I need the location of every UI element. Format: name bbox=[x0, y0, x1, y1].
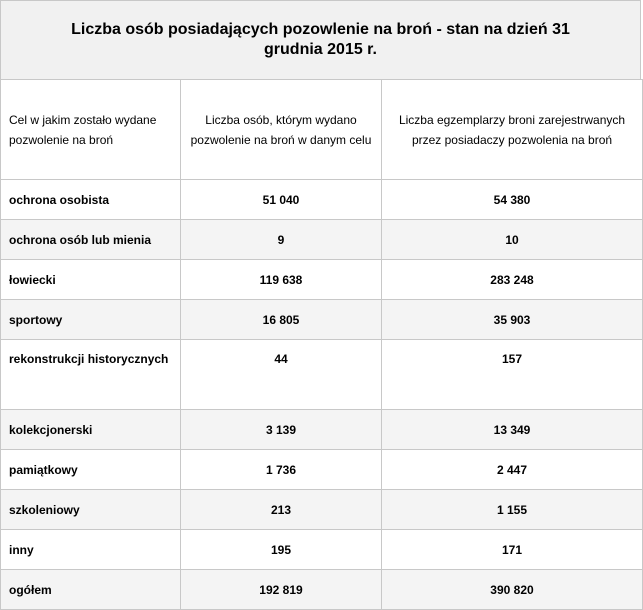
purpose-cell: szkoleniowy bbox=[1, 490, 181, 530]
purpose-cell: ochrona osób lub mienia bbox=[1, 220, 181, 260]
table-row bbox=[1, 410, 643, 450]
persons-cell: 51 040 bbox=[181, 180, 382, 220]
table-row bbox=[1, 220, 643, 260]
table-row bbox=[1, 340, 643, 410]
persons-cell: 213 bbox=[181, 490, 382, 530]
table-row bbox=[1, 300, 643, 340]
persons-cell: 9 bbox=[181, 220, 382, 260]
purpose-cell: ochrona osobista bbox=[1, 180, 181, 220]
weapons-cell: 390 820 bbox=[382, 570, 643, 610]
weapons-cell: 13 349 bbox=[382, 410, 643, 450]
persons-cell: 192 819 bbox=[181, 570, 382, 610]
persons-cell: 195 bbox=[181, 530, 382, 570]
weapons-cell: 35 903 bbox=[382, 300, 643, 340]
persons-cell: 16 805 bbox=[181, 300, 382, 340]
header-row bbox=[1, 80, 643, 180]
weapons-cell: 54 380 bbox=[382, 180, 643, 220]
purpose-cell: pamiątkowy bbox=[1, 450, 181, 490]
table-title: Liczba osób posiadających pozowlenie na broń - stan na dzień 31 grudnia 2015 r. bbox=[0, 0, 641, 79]
weapons-cell: 10 bbox=[382, 220, 643, 260]
table-row bbox=[1, 260, 643, 300]
weapons-cell: 283 248 bbox=[382, 260, 643, 300]
weapons-cell: 1 155 bbox=[382, 490, 643, 530]
table-row bbox=[1, 530, 643, 570]
weapons-cell: 2 447 bbox=[382, 450, 643, 490]
purpose-cell: łowiecki bbox=[1, 260, 181, 300]
persons-cell: 3 139 bbox=[181, 410, 382, 450]
table-row bbox=[1, 180, 643, 220]
persons-cell: 1 736 bbox=[181, 450, 382, 490]
header-persons: Liczba osób, którym wydano pozwolenie na broń w danym celu bbox=[181, 80, 382, 180]
purpose-cell: inny bbox=[1, 530, 181, 570]
persons-cell: 44 bbox=[181, 340, 382, 410]
table-row bbox=[1, 490, 643, 530]
purpose-cell: kolekcjonerski bbox=[1, 410, 181, 450]
permits-table bbox=[0, 79, 643, 610]
table-row bbox=[1, 450, 643, 490]
weapons-cell: 157 bbox=[382, 340, 643, 410]
weapons-cell: 171 bbox=[382, 530, 643, 570]
purpose-cell: ogółem bbox=[1, 570, 181, 610]
header-weapons: Liczba egzemplarzy broni zarejestrwanych przez posiadaczy pozwolenia na broń bbox=[382, 80, 643, 180]
purpose-cell: rekonstrukcji historycznych bbox=[1, 340, 181, 410]
purpose-cell: sportowy bbox=[1, 300, 181, 340]
persons-cell: 119 638 bbox=[181, 260, 382, 300]
header-purpose: Cel w jakim zostało wydane pozwolenie na broń bbox=[1, 80, 181, 180]
